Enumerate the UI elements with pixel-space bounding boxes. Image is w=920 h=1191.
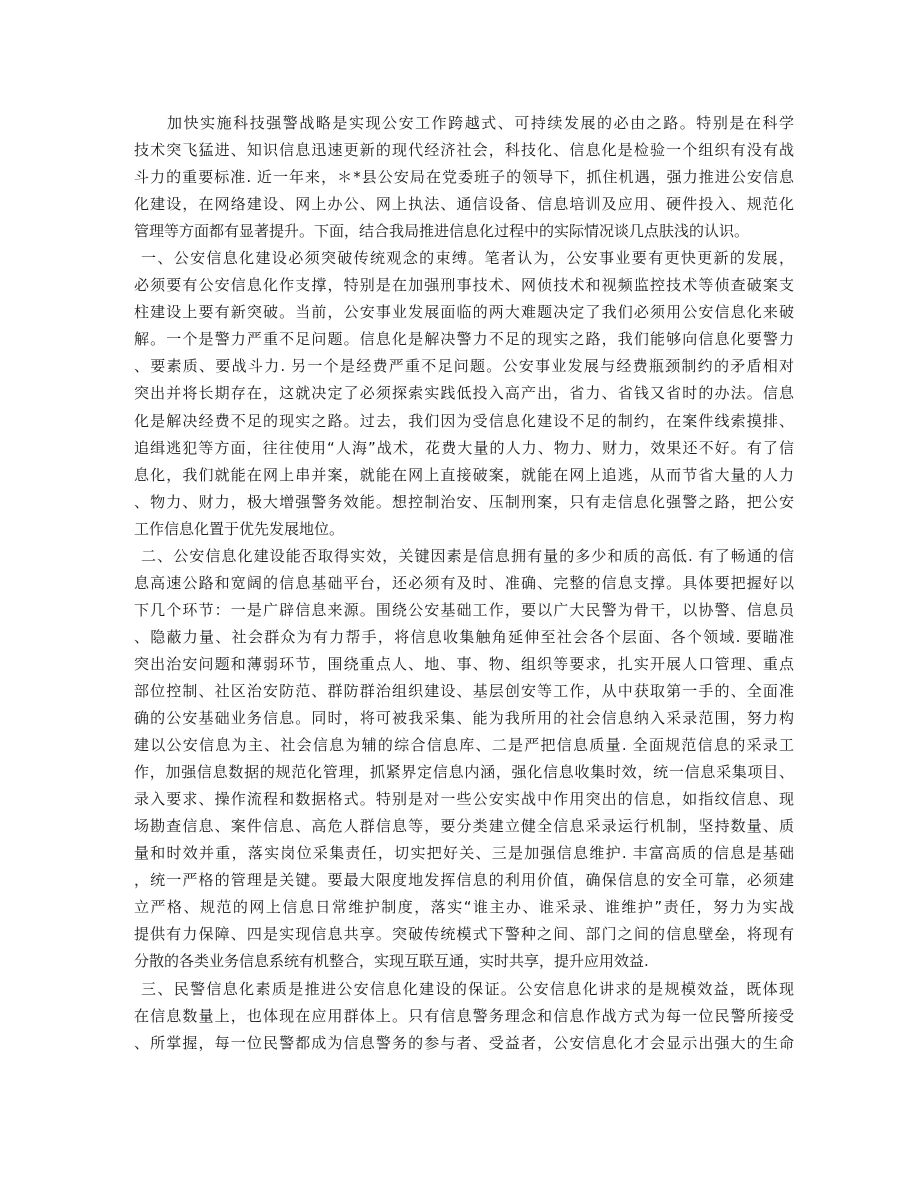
text-line: 柱建设上要有新突破。当前，公安事业发展面临的两大难题决定了我们必须用公安信息化来破: [134, 303, 794, 322]
text-line: 化建设，在网络建设、网上办公、网上执法、通信设备、信息培训及应用、硬件投入、规范化: [134, 195, 794, 214]
text-line: 技术突飞猛进、知识信息迅速更新的现代经济社会，科技化、信息化是检验一个组织有没有战: [134, 141, 794, 160]
text-line: 突出并将长期存在，这就决定了必须探索实践低投入高产出，省力、省钱又省时的办法。信息: [134, 384, 794, 403]
text-line: 部位控制、社区治安防范、群防群治组织建设、基层创安等工作，从中获取第一手的、全面准: [134, 681, 794, 700]
paragraph-section-1: [134, 245, 794, 543]
text-line: 立严格、规范的网上信息日常维护制度，落实“谁主办、谁采录、谁维护”责任，努力为实战: [134, 898, 794, 917]
text-line: 、隐蔽力量、社会群众为有力帮手，将信息收集触角延伸至社会各个层面、各个领域. 要瞄准: [134, 627, 794, 646]
text-line: 追缉逃犯等方面，往往使用“人海”战术，花费大量的人力、物力、财力，效果还不好。有了信: [134, 438, 794, 457]
paragraph-section-2: [134, 543, 794, 976]
text-line: 下几个环节：一是广辟信息来源。围绕公安基础工作，要以广大民警为骨干，以协警、信息员: [134, 600, 794, 619]
paragraph-section-3: [134, 976, 794, 1057]
text-line: 建以公安信息为主、社会信息为辅的综合信息库、二是严把信息质量. 全面规范信息的采录工: [134, 736, 794, 755]
text-line: 分散的各类业务信息系统有机整合，实现互联互通，实时共享，提升应用效益.: [134, 952, 649, 971]
text-line: 录入要求、操作流程和数据格式。特别是对一些公安实战中作用突出的信息，如指纹信息、现: [134, 790, 794, 809]
text-line: 三、民警信息化素质是推进公安信息化建设的保证。公安信息化讲求的是规模效益，既体现: [141, 979, 794, 998]
text-line: 工作信息化置于优先发展地位。: [134, 519, 345, 538]
text-line: 、物力、财力，极大增强警务效能。想控制治安、压制刑案，只有走信息化强警之路，把公安: [134, 492, 794, 511]
paragraph-intro: [134, 110, 794, 245]
text-line: 在信息数量上，也体现在应用群体上。只有信息警务理念和信息作战方式为每一位民警所接受: [134, 1006, 794, 1025]
text-line: 必须要有公安信息化作支撑，特别是在加强刑事技术、网侦技术和视频监控技术等侦查破案支: [134, 276, 794, 295]
text-line: 加快实施科技强警战略是实现公安工作跨越式、可持续发展的必由之路。特别是在科学: [167, 114, 794, 132]
document-body: [134, 110, 794, 1057]
text-line: 、所掌握，每一位民警都成为信息警务的参与者、受益者，公安信息化才会显示出强大的生命: [134, 1033, 794, 1052]
text-line: 作，加强信息数据的规范化管理，抓紧界定信息内涵，强化信息收集时效，统一信息采集项目、: [134, 763, 794, 782]
text-line: 量和时效并重，落实岗位采集责任，切实把好关、三是加强信息维护. 丰富高质的信息是基础: [134, 844, 794, 863]
text-line: 、要素质、要战斗力. 另一个是经费严重不足问题。公安事业发展与经费瓶颈制约的矛盾相对: [134, 357, 794, 376]
text-line: 一、公安信息化建设必须突破传统观念的束缚。笔者认为，公安事业要有更快更新的发展，: [141, 249, 794, 268]
text-line: 斗力的重要标准. 近一年来，＊*县公安局在党委班子的领导下，抓住机遇，强力推进公安信息: [134, 168, 794, 187]
text-line: 息化，我们就能在网上串并案，就能在网上直接破案，就能在网上追逃，从而节省大量的人力: [134, 465, 794, 484]
text-line: 解。一个是警力严重不足问题。信息化是解决警力不足的现实之路，我们能够向信息化要警力: [134, 330, 794, 349]
text-line: ，统一严格的管理是关键。要最大限度地发挥信息的利用价值，确保信息的安全可靠，必须建: [134, 871, 794, 890]
text-line: 管理等方面都有显著提升。下面，结合我局推进信息化过程中的实际情况谈几点肤浅的认识。: [134, 222, 750, 241]
text-line: 场勘查信息、案件信息、高危人群信息等，要分类建立健全信息采录运行机制，坚持数量、质: [134, 817, 794, 836]
text-line: 息高速公路和宽阔的信息基础平台，还必须有及时、准确、完整的信息支撑。具体要把握好以: [134, 573, 794, 592]
text-line: 确的公安基础业务信息。同时，将可被我采集、能为我所用的社会信息纳入采录范围，努力构: [134, 709, 794, 728]
text-line: 二、公安信息化建设能否取得实效，关键因素是信息拥有量的多少和质的高低. 有了畅通的信: [141, 546, 794, 565]
text-line: 化是解决经费不足的现实之路。过去，我们因为受信息化建设不足的制约，在案件线索摸排、: [134, 411, 794, 430]
text-line: 突出治安问题和薄弱环节，围绕重点人、地、事、物、组织等要求，扎实开展人口管理、重点: [134, 654, 794, 673]
text-line: 提供有力保障、四是实现信息共享。突破传统模式下警种之间、部门之间的信息壁垒，将现有: [134, 925, 794, 944]
